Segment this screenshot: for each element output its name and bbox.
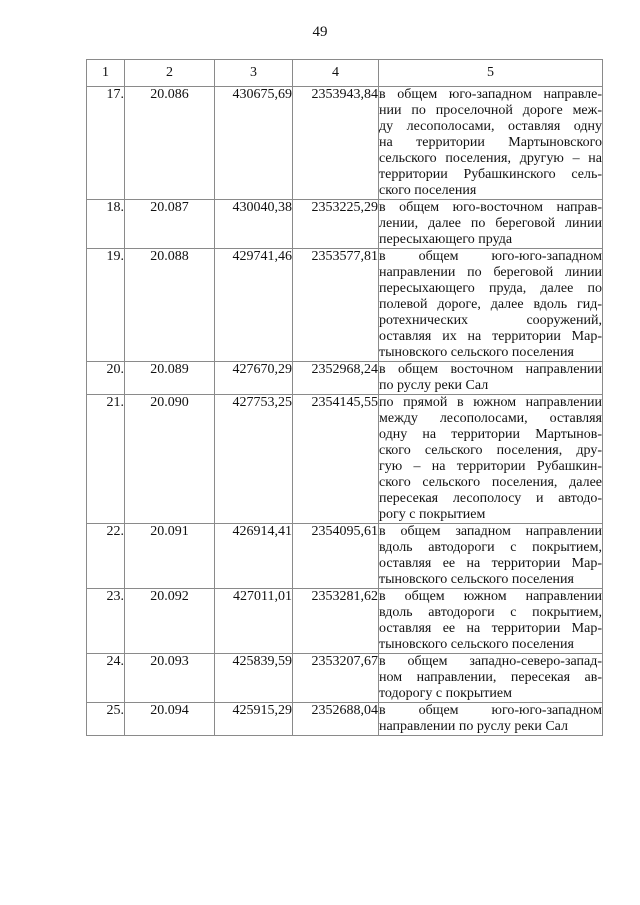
description-line: в общем юго-восточном направ- xyxy=(379,200,602,215)
table-row xyxy=(87,87,603,200)
row-number-cell: 19. xyxy=(87,249,125,362)
boundary-description-cell xyxy=(379,589,603,654)
header-cell-1: 1 xyxy=(87,60,125,87)
row-number-cell: 24. xyxy=(87,654,125,703)
description-line: лении, далее по береговой линии xyxy=(379,216,602,231)
description-line: гую – на территории Рубашкин- xyxy=(379,459,602,474)
description-line: тыновского сельского поселения xyxy=(379,637,574,652)
description-line: ном направлении, пересекая ав- xyxy=(379,670,602,685)
y-coordinate-cell: 2352688,04 xyxy=(293,703,379,736)
description-line: пересыхающего пруда, далее по xyxy=(379,281,602,296)
description-line: ского сельского поселения, далее xyxy=(379,475,602,490)
description-line: полевой дороге, далее вдоль гид- xyxy=(379,297,602,312)
description-line: тыновского сельского поселения xyxy=(379,345,574,360)
table-body xyxy=(87,87,603,736)
y-coordinate-cell: 2353207,67 xyxy=(293,654,379,703)
header-cell-3: 3 xyxy=(215,60,293,87)
description-line: направлении по береговой линии xyxy=(379,265,602,280)
boundary-description-cell xyxy=(379,703,603,736)
row-number-cell: 25. xyxy=(87,703,125,736)
y-coordinate-cell: 2354145,55 xyxy=(293,395,379,524)
row-number-cell: 18. xyxy=(87,200,125,249)
description-line: сельского поселения, другую – на xyxy=(379,151,602,166)
y-coordinate-cell: 2353577,81 xyxy=(293,249,379,362)
x-coordinate-cell: 429741,46 xyxy=(215,249,293,362)
description-line: пересекая лесополосу и автодо- xyxy=(379,491,602,506)
y-coordinate-cell: 2353943,84 xyxy=(293,87,379,200)
boundary-description-cell xyxy=(379,395,603,524)
row-number-cell: 20. xyxy=(87,362,125,395)
description-line: ротехнических сооружений, xyxy=(379,313,602,328)
description-line: рогу с покрытием xyxy=(379,507,486,522)
table-row xyxy=(87,200,603,249)
point-code-cell: 20.094 xyxy=(125,703,215,736)
boundary-description-cell xyxy=(379,524,603,589)
description-line: оставляя ее на территории Мар- xyxy=(379,556,602,571)
description-line: в общем юго-западном направле- xyxy=(379,87,602,102)
description-line: между лесополосами, оставляя xyxy=(379,411,602,426)
description-line: в общем юго-юго-западном xyxy=(379,703,602,718)
description-line: в общем юго-юго-западном xyxy=(379,249,602,264)
point-code-cell: 20.093 xyxy=(125,654,215,703)
table-row xyxy=(87,249,603,362)
header-cell-4: 4 xyxy=(293,60,379,87)
description-line: ду лесополосами, оставляя одну xyxy=(379,119,602,134)
y-coordinate-cell: 2352968,24 xyxy=(293,362,379,395)
description-line: ского поселения xyxy=(379,183,477,198)
x-coordinate-cell: 427670,29 xyxy=(215,362,293,395)
row-number-cell: 21. xyxy=(87,395,125,524)
header-cell-5: 5 xyxy=(379,60,603,87)
boundary-description-cell xyxy=(379,87,603,200)
y-coordinate-cell: 2353225,29 xyxy=(293,200,379,249)
description-line: вдоль автодороги с покрытием, xyxy=(379,540,602,555)
description-line: пересыхающего пруда xyxy=(379,232,513,247)
x-coordinate-cell: 425839,59 xyxy=(215,654,293,703)
table-row xyxy=(87,703,603,736)
boundary-table xyxy=(86,59,603,736)
table-row xyxy=(87,589,603,654)
x-coordinate-cell: 425915,29 xyxy=(215,703,293,736)
description-line: в общем западном направлении xyxy=(379,524,602,539)
description-line: направлении по руслу реки Сал xyxy=(379,719,569,734)
page-number: 49 xyxy=(312,24,328,40)
x-coordinate-cell: 430675,69 xyxy=(215,87,293,200)
table-row xyxy=(87,362,603,395)
description-line: ского сельского поселения, дру- xyxy=(379,443,602,458)
y-coordinate-cell: 2354095,61 xyxy=(293,524,379,589)
description-line: тыновского сельского поселения xyxy=(379,572,574,587)
row-number-cell: 22. xyxy=(87,524,125,589)
table-row xyxy=(87,524,603,589)
point-code-cell: 20.091 xyxy=(125,524,215,589)
description-line: в общем восточном направлении xyxy=(379,362,602,377)
table-row xyxy=(87,395,603,524)
point-code-cell: 20.086 xyxy=(125,87,215,200)
description-line: в общем западно-северо-запад- xyxy=(379,654,602,669)
x-coordinate-cell: 426914,41 xyxy=(215,524,293,589)
description-line: в общем южном направлении xyxy=(379,589,602,604)
header-cell-2: 2 xyxy=(125,60,215,87)
description-line: на территории Мартыновского xyxy=(379,135,602,150)
description-line: вдоль автодороги с покрытием, xyxy=(379,605,602,620)
description-line: по руслу реки Сал xyxy=(379,378,489,393)
description-line: оставляя их на территории Мар- xyxy=(379,329,602,344)
boundary-description-cell xyxy=(379,654,603,703)
point-code-cell: 20.087 xyxy=(125,200,215,249)
table-header-row xyxy=(87,60,603,87)
boundary-description-cell xyxy=(379,362,603,395)
y-coordinate-cell: 2353281,62 xyxy=(293,589,379,654)
boundary-description-cell xyxy=(379,200,603,249)
x-coordinate-cell: 430040,38 xyxy=(215,200,293,249)
description-line: тодорогу с покрытием xyxy=(379,686,512,701)
point-code-cell: 20.089 xyxy=(125,362,215,395)
point-code-cell: 20.092 xyxy=(125,589,215,654)
row-number-cell: 23. xyxy=(87,589,125,654)
description-line: одну на территории Мартынов- xyxy=(379,427,602,442)
description-line: по прямой в южном направлении xyxy=(379,395,602,410)
x-coordinate-cell: 427753,25 xyxy=(215,395,293,524)
point-code-cell: 20.090 xyxy=(125,395,215,524)
description-line: нии по проселочной дороге меж- xyxy=(379,103,602,118)
description-line: территории Рубашкинского сель- xyxy=(379,167,602,182)
row-number-cell: 17. xyxy=(87,87,125,200)
point-code-cell: 20.088 xyxy=(125,249,215,362)
table-row xyxy=(87,654,603,703)
x-coordinate-cell: 427011,01 xyxy=(215,589,293,654)
boundary-description-cell xyxy=(379,249,603,362)
description-line: оставляя ее на территории Мар- xyxy=(379,621,602,636)
